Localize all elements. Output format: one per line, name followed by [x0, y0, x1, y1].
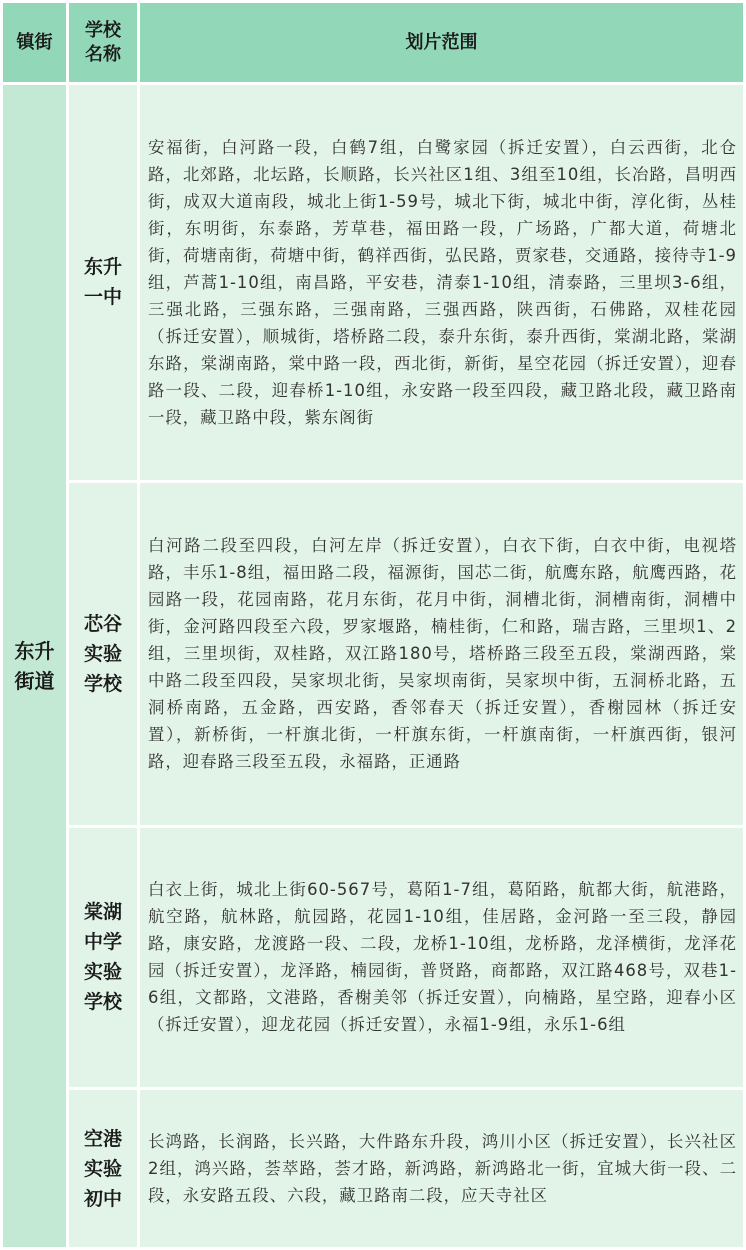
header-school-name-line: 学校	[85, 19, 121, 41]
school-name-line: 初中	[83, 1187, 122, 1210]
school-name-cell	[69, 1090, 137, 1247]
school-name-line: 东升	[83, 256, 122, 279]
school-name-cell	[69, 85, 137, 480]
table-header-row	[3, 3, 743, 82]
school-name-line: 芯谷	[83, 612, 122, 635]
school-name-line: 实验	[83, 642, 122, 665]
school-name-line: 学校	[83, 672, 122, 695]
table-row	[3, 483, 743, 825]
school-name	[73, 897, 133, 1017]
school-name	[73, 1124, 133, 1214]
street-name-line: 街道	[14, 669, 55, 693]
table-row	[3, 85, 743, 480]
zoning-range-cell: 白衣上街，城北上街60-567号，葛陌1-7组，葛陌路，航都大街，航港路，航空路，航林路，航园路，花园1-10组，佳居路，金河路一至三段，静园路，康安路，龙渡路一段、二段，龙桥1-10组，龙桥路，龙泽横街，龙泽花园（拆迁安置），龙泽路，楠园街，普贤路，商都路，双江路468号，双巷1-6组，文都路，文港路，香榭美邻（拆迁安置），向楠路，星空路，迎春小区（拆迁安置），迎龙花园（拆迁安置），永福1-9组，永乐1-6组	[140, 828, 743, 1087]
zoning-range-cell: 长鸿路，长润路，长兴路，大件路东升段，鸿川小区（拆迁安置），长兴社区2组，鸿兴路，荟萃路，荟才路，新鸿路，新鸿路北一街，宜城大街一段、二段，永安路五段、六段，藏卫路南二段，应天寺社区	[140, 1090, 743, 1247]
school-name-line: 一中	[83, 286, 122, 309]
zoning-range-cell: 安福街，白河路一段，白鹤7组，白鹭家园（拆迁安置），白云西街，北仓路，北郊路，北坛路，长顺路，长兴社区1组、3组至10组，长冶路，昌明西街，成双大道南段，城北上街1-59号，城北下街，城北中街，淳化街，丛桂街，东明街，东泰路，芳草巷，福田路一段，广场路，广都大道，荷塘北街，荷塘南街，荷塘中街，鹤祥西街，弘民路，贾家巷，交通路，接待寺1-9组，芦蒿1-10组，南昌路，平安巷，清泰1-10组，清泰路，三里坝3-6组，三强北路，三强东路，三强南路，三强西路，陕西街，石佛路，双桂花园（拆迁安置），顺城街，塔桥路二段，泰升东街，泰升西街，棠湖北路，棠湖东路，棠湖南路，棠中路一段，西北街，新街，星空花园（拆迁安置），迎春路一段、二段，迎春桥1-10组，永安路一段至四段，藏卫路北段，藏卫路南一段，藏卫路中段，紫东阁街	[140, 85, 743, 480]
table-row	[3, 1090, 743, 1247]
school-name-line: 实验	[83, 961, 122, 984]
school-name-line: 空港	[83, 1127, 122, 1150]
school-name	[73, 252, 133, 312]
school-name-line: 学校	[83, 991, 122, 1014]
school-name-line: 中学	[83, 931, 122, 954]
header-street: 镇街	[3, 3, 66, 82]
header-school-name-line: 名称	[85, 43, 121, 65]
header-school-name	[69, 3, 137, 82]
street-cell	[3, 85, 66, 1247]
street-name-line: 东升	[14, 639, 55, 663]
school-name-line: 实验	[83, 1157, 122, 1180]
zoning-range-cell: 白河路二段至四段，白河左岸（拆迁安置），白衣下街，白衣中街，电视塔路，丰乐1-8组，福田路二段，福源街，国芯二街，航鹰东路，航鹰西路，花园路一段，花园南路，花月东街，花月中街，洞槽北街，洞槽南街，洞槽中街，金河路四段至六段，罗家堰路，楠桂街，仁和路，瑞吉路，三里坝1、2组，三里坝街，双桂路，双江路180号，塔桥路三段至五段，棠湖西路，棠中路二段至四段，吴家坝北街，吴家坝南街，吴家坝中街，五洞桥北路，五洞桥南路，五金路，西安路，香邻春天（拆迁安置），香榭园林（拆迁安置），新桥街，一杆旗北街，一杆旗东街，一杆旗南街，一杆旗西街，银河路，迎春路三段至五段，永福路，正通路	[140, 483, 743, 825]
table-row	[3, 828, 743, 1087]
header-school-name-text	[69, 19, 137, 67]
school-name	[73, 609, 133, 699]
school-name-line: 棠湖	[83, 901, 122, 924]
school-name-cell	[69, 828, 137, 1087]
school-name-cell	[69, 483, 137, 825]
header-zoning-range: 划片范围	[140, 3, 743, 82]
street-name	[3, 636, 66, 696]
